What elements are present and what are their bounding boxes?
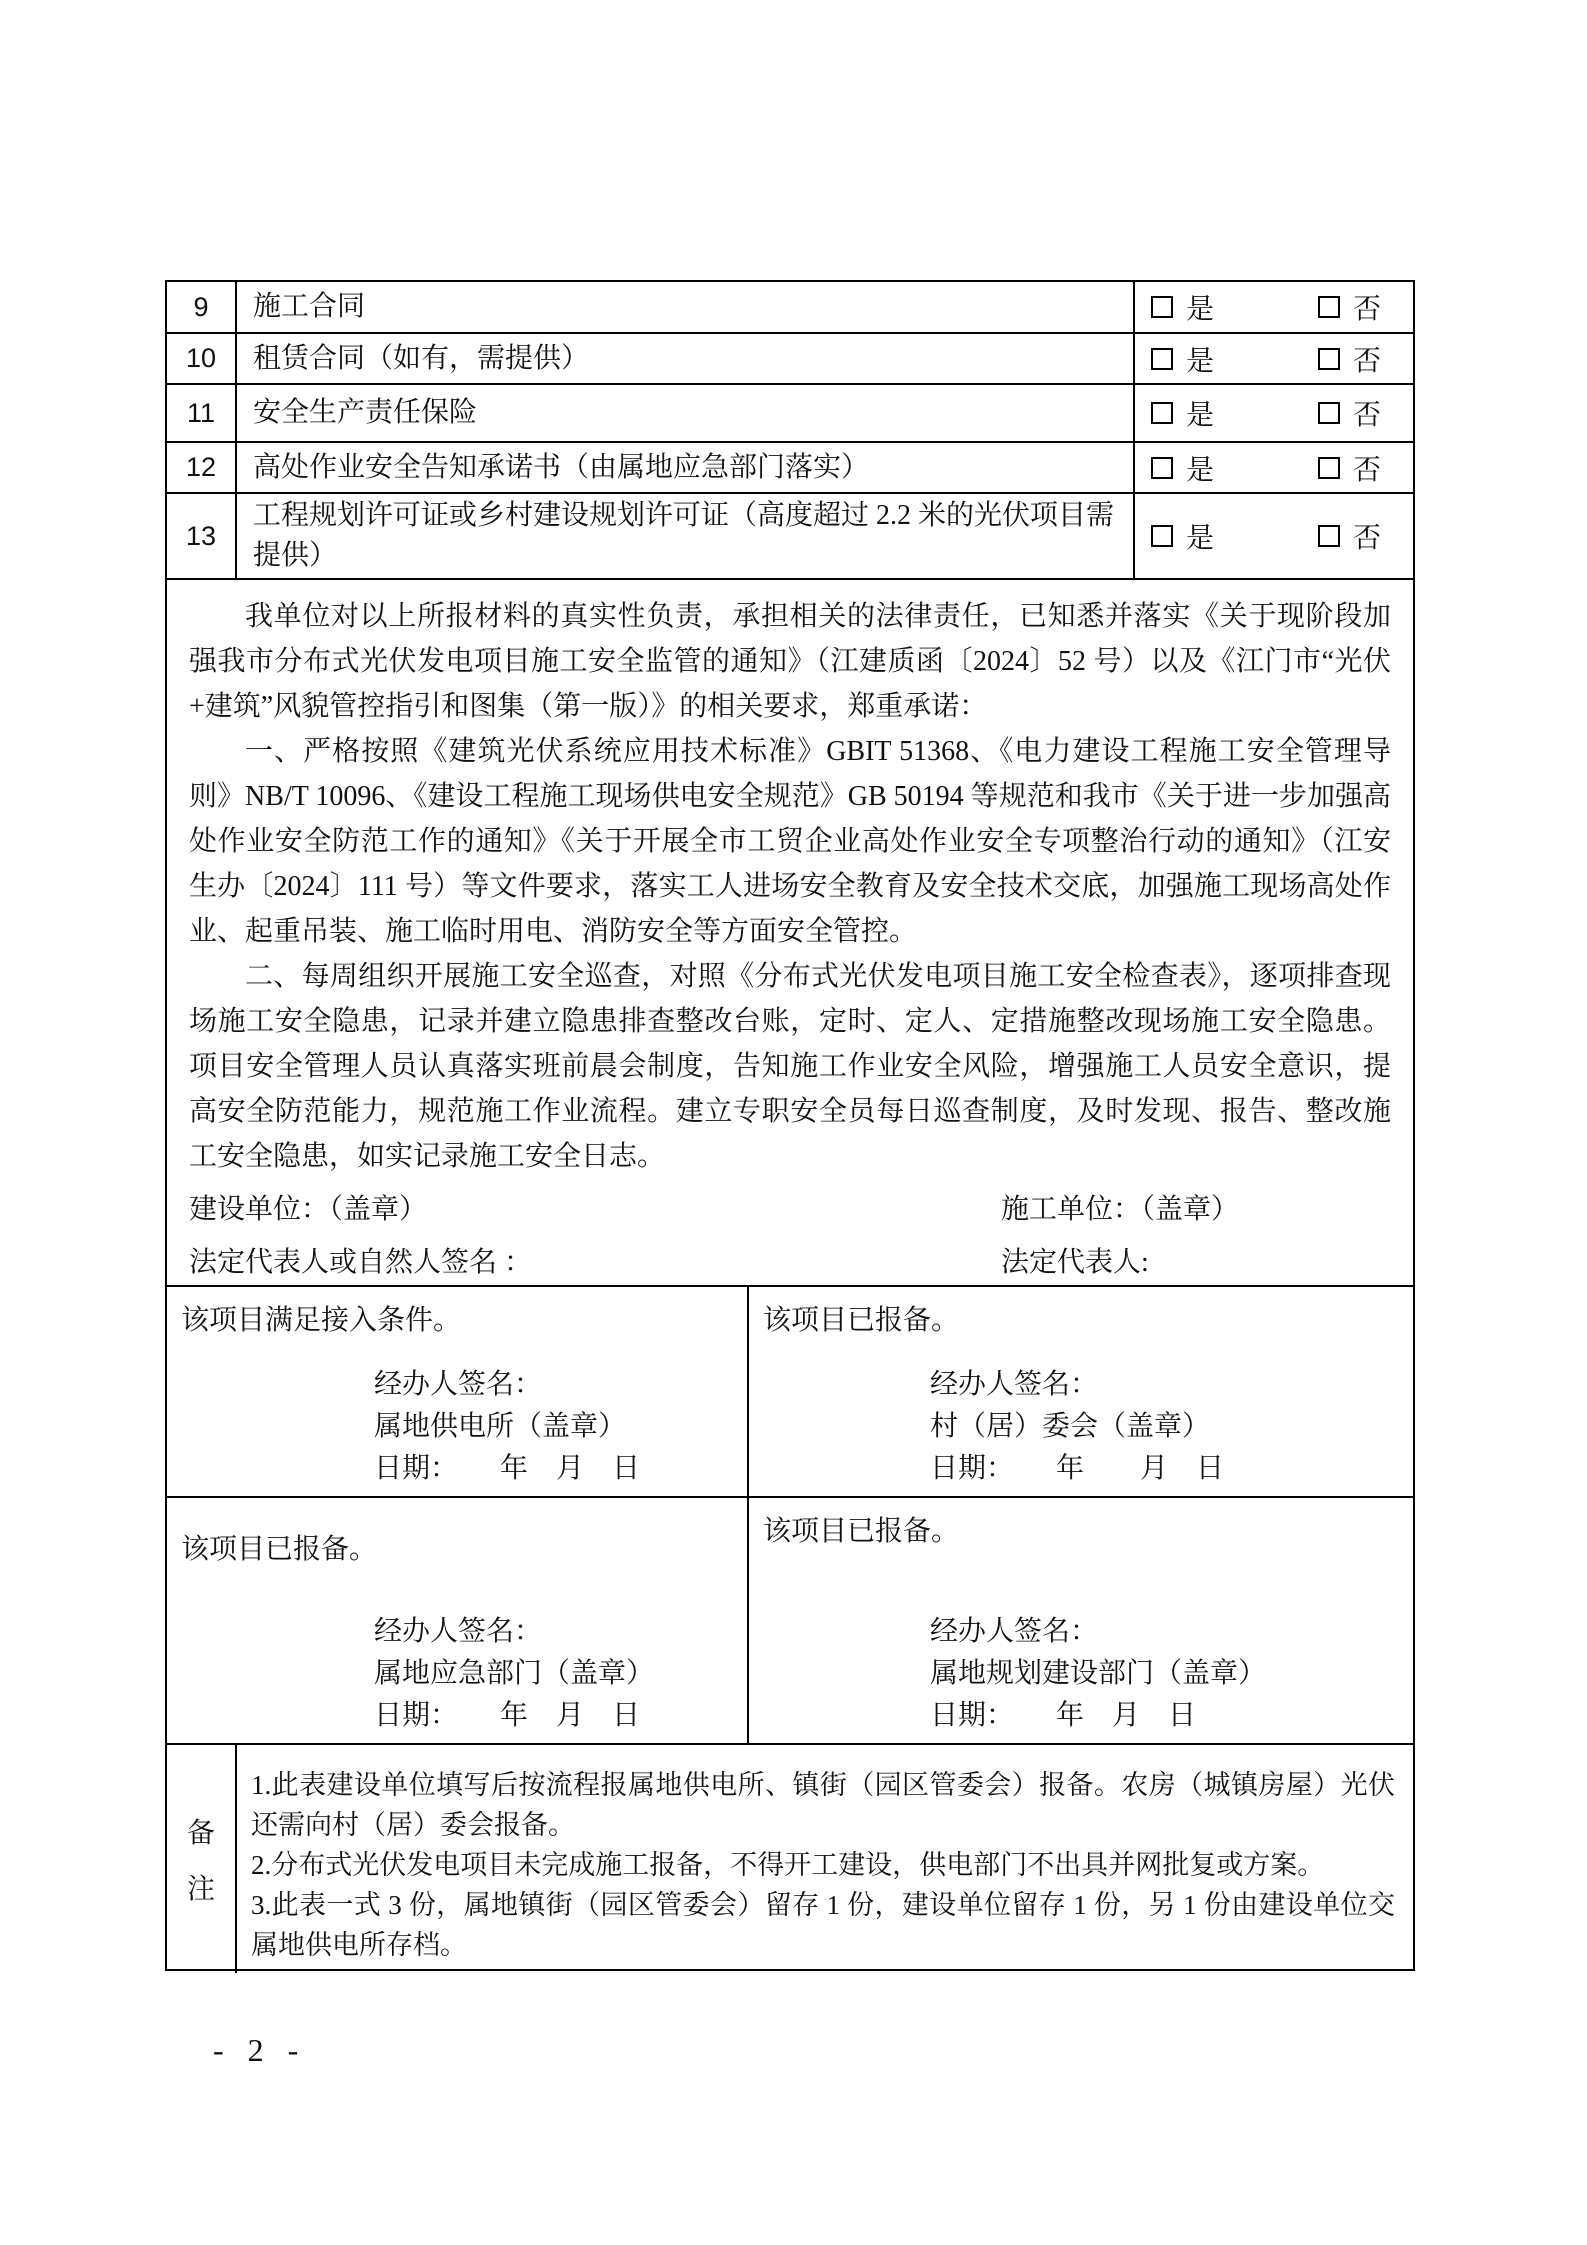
handler-signature-label: 经办人签名： bbox=[374, 1616, 543, 1647]
no-checkbox[interactable] bbox=[1318, 525, 1340, 547]
builder-representative-label: 法定代表人或自然人签名 ： bbox=[189, 1247, 533, 1278]
yes-checkbox[interactable] bbox=[1151, 402, 1173, 424]
unit-signature-block bbox=[189, 1183, 1391, 1289]
no-option bbox=[1318, 516, 1381, 556]
yes-no-cell bbox=[1135, 494, 1413, 578]
statement-text: 该项目已报备。 bbox=[181, 1534, 378, 1565]
row-label: 工程规划许可证或乡村建设规划许可证（高度超过 2.2 米的光伏项目需提供） bbox=[237, 494, 1135, 578]
row-label: 高处作业安全告知承诺书（由属地应急部门落实） bbox=[237, 443, 1135, 492]
commitment-paragraph: 二、每周组织开展施工安全巡查，对照《分布式光伏发电项目施工安全检查表》，逐项排查现场施工安全隐患，记录并建立隐患排查整改台账，定时、定人、定措施整改现场施工安全隐患。项目安全管理人员认真落实班前晨会制度，告知施工作业安全风险，增强施工人员安全意识，提高安全防范能力，规范施工作业流程。建立专职安全员每日巡查制度，及时发现、报告、整改施工安全隐患，如实记录施工安全日志。 bbox=[189, 961, 1391, 1172]
remarks-label-char: 备 bbox=[186, 1818, 215, 1849]
org-seal-label: 村（居）委会（盖章） bbox=[930, 1411, 1211, 1442]
statement-text: 该项目已报备。 bbox=[763, 1305, 960, 1336]
signature-sub-block bbox=[930, 1364, 1224, 1490]
row-number: 11 bbox=[167, 385, 237, 441]
remarks-section bbox=[167, 1745, 1413, 1973]
remarks-label-char: 注 bbox=[186, 1874, 215, 1905]
row-number: 10 bbox=[167, 334, 237, 383]
signature-sub-block bbox=[374, 1611, 654, 1737]
no-option bbox=[1318, 287, 1381, 327]
statement-text: 该项目满足接入条件。 bbox=[181, 1305, 462, 1336]
unit-row bbox=[189, 1183, 1391, 1236]
yes-no-cell bbox=[1135, 282, 1413, 332]
table-row bbox=[167, 282, 1413, 334]
yes-option bbox=[1151, 516, 1214, 556]
yes-label: 是 bbox=[1186, 345, 1215, 377]
no-checkbox[interactable] bbox=[1318, 402, 1340, 424]
yes-no-cell bbox=[1135, 385, 1413, 441]
filing-form-table bbox=[165, 280, 1415, 1971]
remarks-label bbox=[167, 1745, 237, 1973]
org-seal-label: 属地应急部门（盖章） bbox=[374, 1658, 655, 1689]
date-line: 日期： 年 月 日 bbox=[374, 1700, 641, 1731]
remark-item: 2.分布式光伏发电项目未完成施工报备，不得开工建设，供电部门不出具并网批复或方案。 bbox=[251, 1850, 1325, 1880]
no-label: 否 bbox=[1352, 294, 1381, 325]
yes-label: 是 bbox=[1186, 523, 1215, 554]
row-label: 施工合同 bbox=[237, 282, 1135, 332]
handler-signature-label: 经办人签名： bbox=[930, 1369, 1099, 1400]
signature-sub-block bbox=[374, 1364, 640, 1490]
yes-no-cell bbox=[1135, 334, 1413, 383]
builder-unit-label: 建设单位：（盖章） bbox=[189, 1194, 428, 1225]
row-label: 租赁合同（如有，需提供） bbox=[237, 334, 1135, 383]
no-option bbox=[1318, 339, 1381, 379]
yes-checkbox[interactable] bbox=[1151, 457, 1173, 479]
commitment-paragraph: 一、严格按照《建筑光伏系统应用技术标准》GBIT 51368、《电力建设工程施工安全管理导则》NB/T 10096、《建设工程施工现场供电安全规范》GB 50194 等规范和我市《关于进一步加强高处作业安全防范工作的通知》《关于开展全市工贸企业高处作业安全专项整治行动的通知》（江安生办〔2024〕111 号）等文件要求，落实工人进场安全教育及安全技术交底，加强施工现场高处作业、起重吊装、施工临时用电、消防安全等方面安全管控。 bbox=[189, 736, 1391, 947]
signature-sub-block bbox=[930, 1611, 1266, 1737]
table-row bbox=[167, 334, 1413, 385]
planning-department-cell bbox=[749, 1498, 1413, 1743]
no-label: 否 bbox=[1352, 345, 1381, 377]
signature-row bbox=[167, 1498, 1413, 1745]
signature-row bbox=[167, 1287, 1413, 1498]
unit-row bbox=[189, 1236, 1391, 1289]
row-number: 13 bbox=[167, 494, 237, 578]
yes-checkbox[interactable] bbox=[1151, 296, 1173, 318]
table-row bbox=[167, 385, 1413, 443]
yes-checkbox[interactable] bbox=[1151, 525, 1173, 547]
date-line: 日期： 年 月 日 bbox=[930, 1453, 1225, 1484]
date-line: 日期： 年 月 日 bbox=[930, 1700, 1197, 1731]
power-supply-office-cell bbox=[167, 1287, 749, 1496]
yes-option bbox=[1151, 339, 1214, 379]
no-checkbox[interactable] bbox=[1318, 348, 1340, 370]
yes-label: 是 bbox=[1186, 400, 1215, 431]
handler-signature-label: 经办人签名： bbox=[930, 1616, 1099, 1647]
remarks-body bbox=[237, 1745, 1413, 1973]
commitment-paragraph: 我单位对以上所报材料的真实性负责，承担相关的法律责任，已知悉并落实《关于现阶段加强我市分布式光伏发电项目施工安全监管的通知》（江建质函〔2024〕52 号）以及《江门市“光伏+建筑”风貌管控指引和图集（第一版）》的相关要求，郑重承诺： bbox=[189, 601, 1391, 722]
no-label: 否 bbox=[1352, 454, 1381, 486]
commitment-section bbox=[167, 580, 1413, 1287]
contractor-unit-label: 施工单位：（盖章） bbox=[1001, 1194, 1240, 1225]
yes-checkbox[interactable] bbox=[1151, 348, 1173, 370]
yes-no-cell bbox=[1135, 443, 1413, 492]
page-number: - 2 - bbox=[213, 2032, 307, 2068]
row-number: 9 bbox=[167, 282, 237, 332]
village-committee-cell bbox=[749, 1287, 1413, 1496]
no-checkbox[interactable] bbox=[1318, 457, 1340, 479]
table-row bbox=[167, 494, 1413, 580]
emergency-department-cell bbox=[167, 1498, 749, 1743]
table-row bbox=[167, 443, 1413, 494]
org-seal-label: 属地规划建设部门（盖章） bbox=[930, 1658, 1267, 1689]
yes-label: 是 bbox=[1186, 454, 1215, 486]
yes-label: 是 bbox=[1186, 294, 1215, 325]
no-label: 否 bbox=[1352, 523, 1381, 554]
date-line: 日期： 年 月 日 bbox=[374, 1453, 641, 1484]
org-seal-label: 属地供电所（盖章） bbox=[374, 1411, 627, 1442]
yes-option bbox=[1151, 393, 1214, 433]
yes-option bbox=[1151, 287, 1214, 327]
row-label: 安全生产责任保险 bbox=[237, 385, 1135, 441]
remark-item: 3.此表一式 3 份，属地镇街（园区管委会）留存 1 份，建设单位留存 1 份，另 1 份由建设单位交属地供电所存档。 bbox=[251, 1890, 1395, 1960]
remark-item: 1.此表建设单位填写后按流程报属地供电所、镇街（园区管委会）报备。农房（城镇房屋）光伏还需向村（居）委会报备。 bbox=[251, 1770, 1395, 1840]
statement-text: 该项目已报备。 bbox=[763, 1516, 960, 1547]
handler-signature-label: 经办人签名： bbox=[374, 1369, 543, 1400]
no-option bbox=[1318, 448, 1381, 488]
no-label: 否 bbox=[1352, 400, 1381, 431]
contractor-representative-label: 法定代表人: bbox=[1001, 1247, 1149, 1278]
no-checkbox[interactable] bbox=[1318, 296, 1340, 318]
row-number: 12 bbox=[167, 443, 237, 492]
yes-option bbox=[1151, 448, 1214, 488]
no-option bbox=[1318, 393, 1381, 433]
